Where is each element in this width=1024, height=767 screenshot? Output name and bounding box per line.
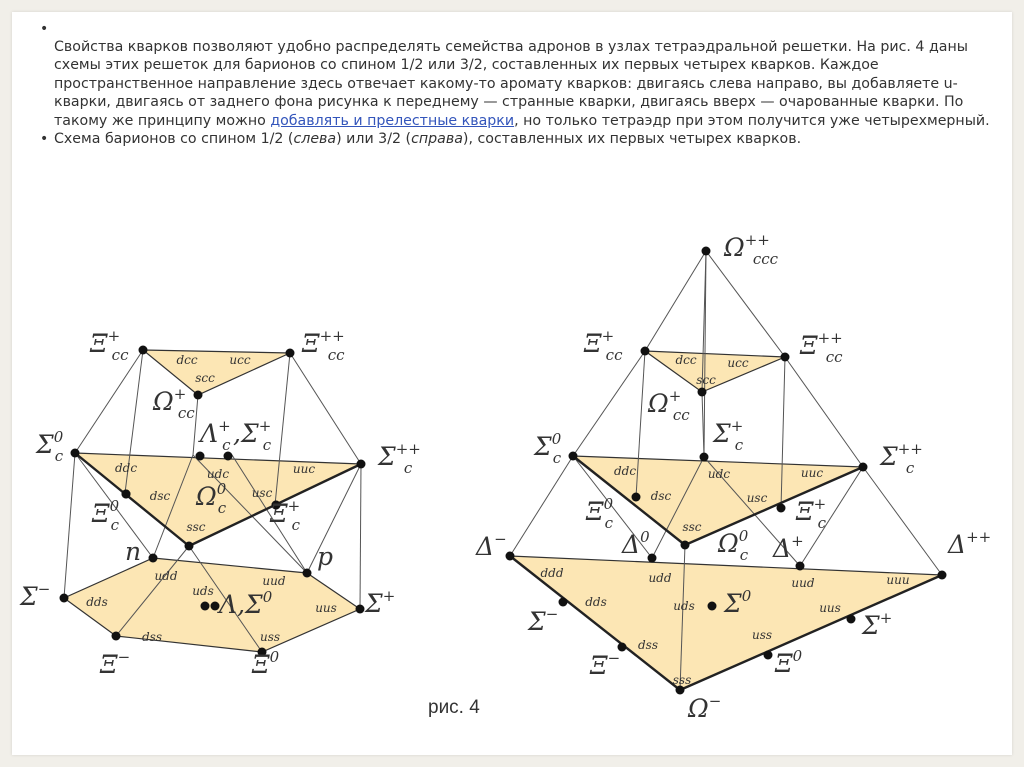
quark-label-uss: uss [751,628,773,642]
left-node-dot [71,449,80,458]
left-node-dot [201,602,210,611]
quark-label-uus: uus [819,601,841,615]
right-edge [863,467,942,575]
quark-label-dcc: dcc [675,353,697,367]
left-node-dot [139,346,148,355]
scheme-text-3: ), составленных их первых четырех кварков. [462,131,802,148]
quark-label-scc: scc [195,371,215,385]
quark-label-uuu: uuu [886,573,910,587]
particle-label-omega-cc: Ω+ cc [153,385,195,422]
right-node-dot [641,347,650,356]
quark-label-udc: udc [707,467,731,481]
beauty-quarks-link[interactable]: добавлять и прелестные кварки [270,112,515,129]
particle-label-xi-minus: Ξ− [100,648,131,679]
quark-label-udc: udc [206,467,230,481]
particle-label-sigma-c-plusplus: Σ++ c [880,440,923,477]
left-node-dot [357,460,366,469]
left-edge [75,350,143,453]
particle-label-delta-minus: Δ− [476,530,507,561]
quark-label-udd: udd [154,569,178,583]
quark-label-ddc: ddc [114,461,138,475]
right-edge [573,351,645,456]
left-edge [290,353,361,464]
particle-label-xi-c-plus: Ξ+ c [796,495,827,532]
quark-label-uss: uss [259,630,281,644]
left-edge [64,453,75,598]
quark-label-uuc: uuc [292,462,316,476]
quark-label-uud: uud [791,576,815,590]
right-node-dot [632,493,641,502]
scheme-right-word: справа [411,131,463,148]
particle-label-lambda-sigma-zero: $\Lambda,\Sigma^0$ [219,588,273,619]
left-edge [360,464,361,609]
quark-label-dss: dss [638,638,658,652]
bullet-icon: • [40,131,49,148]
right-node-dot [700,453,709,462]
particle-label-xi-minus: Ξ− [590,649,621,680]
right-node-dot [681,541,690,550]
particle-label-xi-cc-plus: Ξ+ cc [584,327,623,364]
right-node-dot [698,388,707,397]
left-node-dot [149,554,158,563]
particle-label-sigma-c-plus: Σ+ c [713,417,744,454]
particle-label-xi-cc-plusplus: Ξ++ cc [302,327,345,364]
particle-label-sigma-plus: Σ+ [365,587,396,618]
particle-label-sigma-minus: Σ− [528,605,559,636]
quark-label-dsc: dsc [650,489,672,503]
paragraph-text-start: Свойства кварков позволяют удобно распределять семейства адронов в узлах тетраэдральной решетки. На рис. 4 даны схемы этих решеток для барионов со спином 1/2 или 3/2, составленных их первых четырех кварков. Каждое пространственное направление здесь отвечает какому-то аромату кварков: двигаясь слева направо, вы добавляете u-кварки, двигаясь от заднего фона рисунка к переднему — странные кварки, двигаясь вверх — очарованные кварки. По такому же принципу можно [54,39,968,129]
quark-label-sss: sss [672,673,692,687]
quark-label-ddd: ddd [540,566,564,580]
quark-label-uud: uud [262,574,286,588]
particle-label-omega-ccc: Ω++ ccc [724,231,779,268]
particle-label-sigma-c-zero: $\Sigma^0$ c [534,430,562,467]
quark-label-dsc: dsc [149,489,171,503]
particle-label-xi-zero: $\Xi^0$ [252,648,280,679]
particle-label-xi-zero: $\Xi^0$ [775,647,803,678]
particle-label-sigma-minus: Σ− [20,580,51,611]
scheme-text-1: Схема барионов со спином 1/2 ( [54,131,294,148]
right-edge [510,456,573,556]
right-node-dot [708,602,717,611]
right-node-dot [559,598,568,607]
particle-label-xi-c-plus: Ξ+ c [270,497,301,534]
left-node-dot [196,452,205,461]
quark-label-scc: scc [696,373,716,387]
figure-root [19,231,994,723]
right-edge [645,251,706,351]
right-node-dot [781,353,790,362]
left-node-dot [122,490,131,499]
paragraph-text-end: , но только тетраэдр при этом получится уже четырехмерный. [514,112,990,129]
quark-label-ddc: ddc [613,464,637,478]
left-node-dot [185,542,194,551]
quark-label-uds: uds [192,584,214,598]
particle-label-delta-zero: $\Delta^0$ [622,528,650,559]
particle-label-xi-c-zero: $\Xi^0$ c [586,495,614,532]
left-node-dot [356,605,365,614]
particle-label-delta-plus: Δ+ [773,532,804,563]
scheme-left-word: слева [293,131,337,148]
right-edge [785,357,863,467]
right-node-dot [777,504,786,513]
figure-caption: рис. 4 [428,697,480,718]
particle-label-xi-cc-plusplus: Ξ++ cc [800,329,843,366]
left-node-dot [303,569,312,578]
particle-label-omega-c-zero: $\Omega^0$ c [196,480,227,517]
quark-label-uuc: uuc [800,466,824,480]
right-node-dot [938,571,947,580]
particle-label-neutron: n [125,537,142,566]
quark-label-dcc: dcc [176,353,198,367]
bullet-icon: • [40,21,49,37]
right-node-dot [764,651,773,660]
quark-label-ssc: ssc [186,520,206,534]
quark-label-ssc: ssc [682,520,702,534]
right-node-dot [859,463,868,472]
left-node-dot [286,349,295,358]
particle-label-omega-minus: Ω− [688,692,722,723]
particle-label-sigma-zero: $\Sigma^0$ [724,587,752,618]
particle-label-omega-cc: Ω+ cc [648,387,690,424]
quark-label-usc: usc [746,491,768,505]
quark-label-dds: dds [585,595,607,609]
quark-label-ucc: ucc [229,353,251,367]
quark-label-uus: uus [315,601,337,615]
particle-label-omega-c-zero: $\Omega^0$ c [718,527,749,564]
particle-label-lambda-sigma-c: Λ+ c ,Σ+ c [200,417,272,454]
scheme-text-2: ) или 3/2 ( [336,131,412,148]
quark-label-usc: usc [251,486,273,500]
particle-label-xi-c-zero: $\Xi^0$ c [92,497,120,534]
particle-label-xi-cc-plus: Ξ+ cc [90,327,129,364]
left-node-dot [112,632,121,641]
quark-label-dss: dss [142,630,162,644]
quark-label-ucc: ucc [727,356,749,370]
right-node-dot [569,452,578,461]
particle-label-sigma-c-zero: $\Sigma^0$ c [36,428,64,465]
particle-label-sigma-plus: Σ+ [862,609,893,640]
particle-label-sigma-c-plusplus: Σ++ c [378,440,421,477]
particle-label-delta-plusplus: Δ++ [948,528,992,559]
right-node-dot [702,247,711,256]
particle-label-proton: p [317,542,334,571]
left-node-dot [60,594,69,603]
right-node-dot [847,615,856,624]
quark-label-udd: udd [648,571,672,585]
quark-label-dds: dds [86,595,108,609]
quark-label-uds: uds [673,599,695,613]
